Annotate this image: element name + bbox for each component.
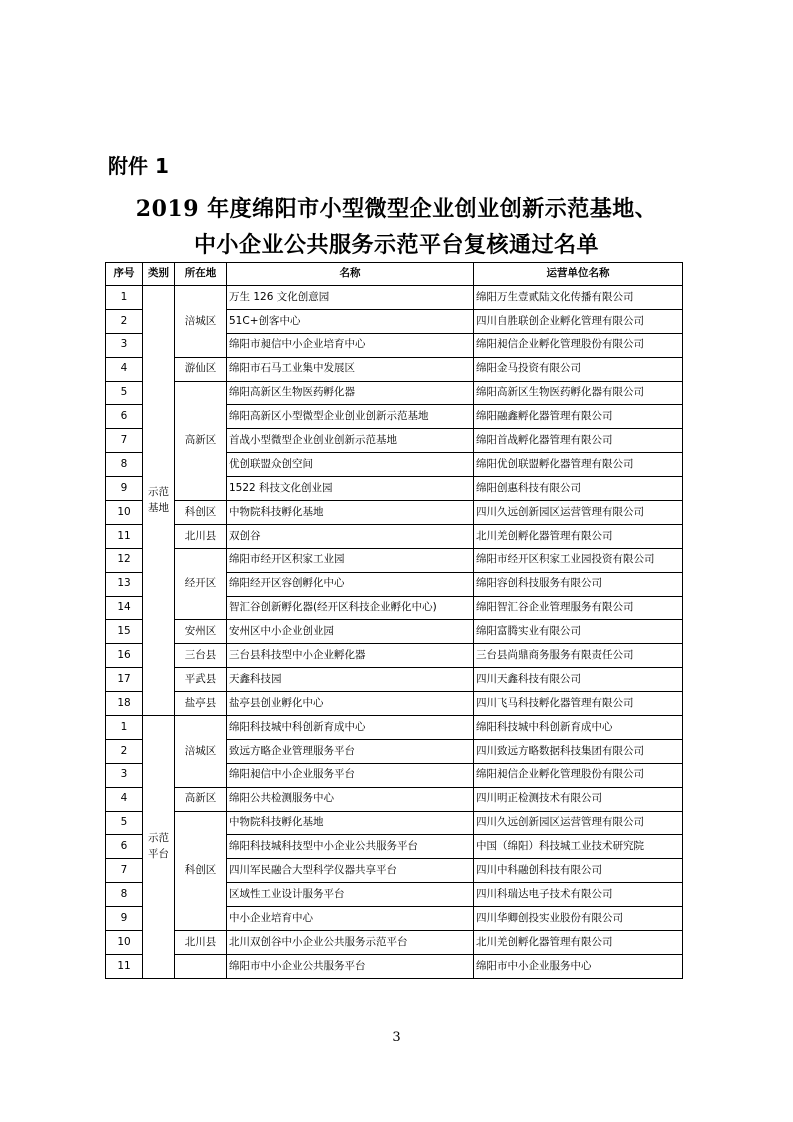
row-serial: 7 bbox=[106, 429, 143, 453]
table-row bbox=[106, 692, 683, 716]
row-operator: 四川久远创新园区运营管理有限公司 bbox=[474, 811, 683, 835]
row-serial: 9 bbox=[106, 477, 143, 501]
row-name: 安州区中小企业创业园 bbox=[227, 620, 474, 644]
row-name: 天鑫科技园 bbox=[227, 668, 474, 692]
row-name: 盐亭县创业孵化中心 bbox=[227, 692, 474, 716]
row-name: 首战小型微型企业创业创新示范基地 bbox=[227, 429, 474, 453]
row-operator: 绵阳市经开区积家工业园投资有限公司 bbox=[474, 548, 683, 572]
row-name: 三台县科技型中小企业孵化器 bbox=[227, 644, 474, 668]
row-serial: 3 bbox=[106, 763, 143, 787]
row-location: 涪城区 bbox=[175, 716, 227, 788]
row-operator: 绵阳容创科技服务有限公司 bbox=[474, 572, 683, 596]
row-location: 北川县 bbox=[175, 524, 227, 548]
row-name: 绵阳科技城中科创新育成中心 bbox=[227, 716, 474, 740]
table-row bbox=[106, 357, 683, 381]
row-operator: 三台县尚鼎商务服务有限责任公司 bbox=[474, 644, 683, 668]
row-serial: 7 bbox=[106, 859, 143, 883]
row-location bbox=[175, 954, 227, 978]
row-serial: 12 bbox=[106, 548, 143, 572]
table-row bbox=[106, 524, 683, 548]
row-operator: 绵阳智汇谷企业管理服务有限公司 bbox=[474, 596, 683, 620]
row-location: 北川县 bbox=[175, 931, 227, 955]
approval-list-table bbox=[105, 262, 683, 979]
row-serial: 6 bbox=[106, 405, 143, 429]
row-location: 经开区 bbox=[175, 548, 227, 620]
row-name: 优创联盟众创空间 bbox=[227, 453, 474, 477]
row-operator: 四川天鑫科技有限公司 bbox=[474, 668, 683, 692]
row-serial: 9 bbox=[106, 907, 143, 931]
table-row bbox=[106, 286, 683, 310]
row-operator: 绵阳昶信企业孵化管理股份有限公司 bbox=[474, 763, 683, 787]
row-category: 示范 平台 bbox=[143, 716, 175, 979]
row-serial: 18 bbox=[106, 692, 143, 716]
row-location: 高新区 bbox=[175, 787, 227, 811]
row-name: 绵阳昶信中小企业服务平台 bbox=[227, 763, 474, 787]
row-name: 万生 126 文化创意园 bbox=[227, 286, 474, 310]
row-serial: 1 bbox=[106, 716, 143, 740]
table-body bbox=[106, 286, 683, 979]
row-location: 科创区 bbox=[175, 811, 227, 930]
row-name: 中物院科技孵化基地 bbox=[227, 501, 474, 525]
row-serial: 17 bbox=[106, 668, 143, 692]
row-operator: 四川科瑞达电子技术有限公司 bbox=[474, 883, 683, 907]
header-category: 类别 bbox=[143, 263, 175, 286]
row-location: 安州区 bbox=[175, 620, 227, 644]
document-title-line-1: 2019 年度绵阳市小型微型企业创业创新示范基地、 bbox=[135, 196, 658, 222]
row-serial: 15 bbox=[106, 620, 143, 644]
row-name: 绵阳市昶信中小企业培育中心 bbox=[227, 333, 474, 357]
row-category: 示范 基地 bbox=[143, 286, 175, 716]
row-operator: 绵阳优创联盟孵化器管理有限公司 bbox=[474, 453, 683, 477]
header-location: 所在地 bbox=[175, 263, 227, 286]
row-name: 四川军民融合大型科学仪器共享平台 bbox=[227, 859, 474, 883]
row-name: 1522 科技文化创业园 bbox=[227, 477, 474, 501]
row-serial: 10 bbox=[106, 501, 143, 525]
row-operator: 四川华卿创投实业股份有限公司 bbox=[474, 907, 683, 931]
row-location: 高新区 bbox=[175, 381, 227, 500]
row-serial: 6 bbox=[106, 835, 143, 859]
row-name: 绵阳市经开区积家工业园 bbox=[227, 548, 474, 572]
row-operator: 绵阳创惠科技有限公司 bbox=[474, 477, 683, 501]
page-number: 3 bbox=[392, 1030, 401, 1045]
row-name: 51C+创客中心 bbox=[227, 309, 474, 333]
row-name: 致远方略企业管理服务平台 bbox=[227, 739, 474, 763]
row-serial: 4 bbox=[106, 357, 143, 381]
row-operator: 绵阳高新区生物医药孵化器有限公司 bbox=[474, 381, 683, 405]
row-name: 绵阳市石马工业集中发展区 bbox=[227, 357, 474, 381]
row-location: 游仙区 bbox=[175, 357, 227, 381]
row-operator: 绵阳融鑫孵化器管理有限公司 bbox=[474, 405, 683, 429]
row-location: 涪城区 bbox=[175, 286, 227, 358]
row-name: 绵阳经开区容创孵化中心 bbox=[227, 572, 474, 596]
row-name: 中物院科技孵化基地 bbox=[227, 811, 474, 835]
table-row bbox=[106, 501, 683, 525]
row-operator: 绵阳科技城中科创新育成中心 bbox=[474, 716, 683, 740]
row-operator: 四川久远创新园区运营管理有限公司 bbox=[474, 501, 683, 525]
row-name: 绵阳市中小企业公共服务平台 bbox=[227, 954, 474, 978]
row-operator: 绵阳金马投资有限公司 bbox=[474, 357, 683, 381]
row-serial: 13 bbox=[106, 572, 143, 596]
row-name: 绵阳科技城科技型中小企业公共服务平台 bbox=[227, 835, 474, 859]
row-location: 科创区 bbox=[175, 501, 227, 525]
table-row bbox=[106, 548, 683, 572]
table-row bbox=[106, 644, 683, 668]
row-location: 盐亭县 bbox=[175, 692, 227, 716]
row-serial: 11 bbox=[106, 954, 143, 978]
row-operator: 绵阳富腾实业有限公司 bbox=[474, 620, 683, 644]
row-serial: 8 bbox=[106, 453, 143, 477]
table-row bbox=[106, 381, 683, 405]
header-serial: 序号 bbox=[106, 263, 143, 286]
table-row bbox=[106, 931, 683, 955]
table-row bbox=[106, 620, 683, 644]
table-row bbox=[106, 787, 683, 811]
row-operator: 四川明正检测技术有限公司 bbox=[474, 787, 683, 811]
row-serial: 1 bbox=[106, 286, 143, 310]
row-name: 绵阳高新区生物医药孵化器 bbox=[227, 381, 474, 405]
row-name: 智汇谷创新孵化器(经开区科技企业孵化中心) bbox=[227, 596, 474, 620]
row-serial: 10 bbox=[106, 931, 143, 955]
row-name: 绵阳公共检测服务中心 bbox=[227, 787, 474, 811]
row-operator: 北川羌创孵化器管理有限公司 bbox=[474, 524, 683, 548]
row-operator: 四川飞马科技孵化器管理有限公司 bbox=[474, 692, 683, 716]
row-name: 双创谷 bbox=[227, 524, 474, 548]
row-operator: 绵阳昶信企业孵化管理股份有限公司 bbox=[474, 333, 683, 357]
row-location: 平武县 bbox=[175, 668, 227, 692]
row-serial: 2 bbox=[106, 309, 143, 333]
row-name: 区域性工业设计服务平台 bbox=[227, 883, 474, 907]
row-operator: 绵阳万生壹贰陆文化传播有限公司 bbox=[474, 286, 683, 310]
row-name: 中小企业培育中心 bbox=[227, 907, 474, 931]
row-serial: 5 bbox=[106, 381, 143, 405]
row-serial: 2 bbox=[106, 739, 143, 763]
table-row bbox=[106, 811, 683, 835]
header-name: 名称 bbox=[227, 263, 474, 286]
attachment-label: 附件 1 bbox=[108, 154, 169, 178]
row-serial: 11 bbox=[106, 524, 143, 548]
table-header-row bbox=[106, 263, 683, 286]
row-serial: 3 bbox=[106, 333, 143, 357]
row-serial: 8 bbox=[106, 883, 143, 907]
row-serial: 4 bbox=[106, 787, 143, 811]
row-location: 三台县 bbox=[175, 644, 227, 668]
row-operator: 四川致远方略数据科技集团有限公司 bbox=[474, 739, 683, 763]
row-operator: 中国（绵阳）科技城工业技术研究院 bbox=[474, 835, 683, 859]
table-row bbox=[106, 954, 683, 978]
document-title-line-2: 中小企业公共服务示范平台复核通过名单 bbox=[193, 232, 599, 258]
row-operator: 四川自胜联创企业孵化管理有限公司 bbox=[474, 309, 683, 333]
table-row bbox=[106, 716, 683, 740]
row-serial: 14 bbox=[106, 596, 143, 620]
row-operator: 绵阳首战孵化器管理有限公司 bbox=[474, 429, 683, 453]
row-name: 绵阳高新区小型微型企业创业创新示范基地 bbox=[227, 405, 474, 429]
table-row bbox=[106, 668, 683, 692]
row-serial: 16 bbox=[106, 644, 143, 668]
row-name: 北川双创谷中小企业公共服务示范平台 bbox=[227, 931, 474, 955]
row-operator: 绵阳市中小企业服务中心 bbox=[474, 954, 683, 978]
row-operator: 北川羌创孵化器管理有限公司 bbox=[474, 931, 683, 955]
row-serial: 5 bbox=[106, 811, 143, 835]
header-operator: 运营单位名称 bbox=[474, 263, 683, 286]
row-operator: 四川中科融创科技有限公司 bbox=[474, 859, 683, 883]
